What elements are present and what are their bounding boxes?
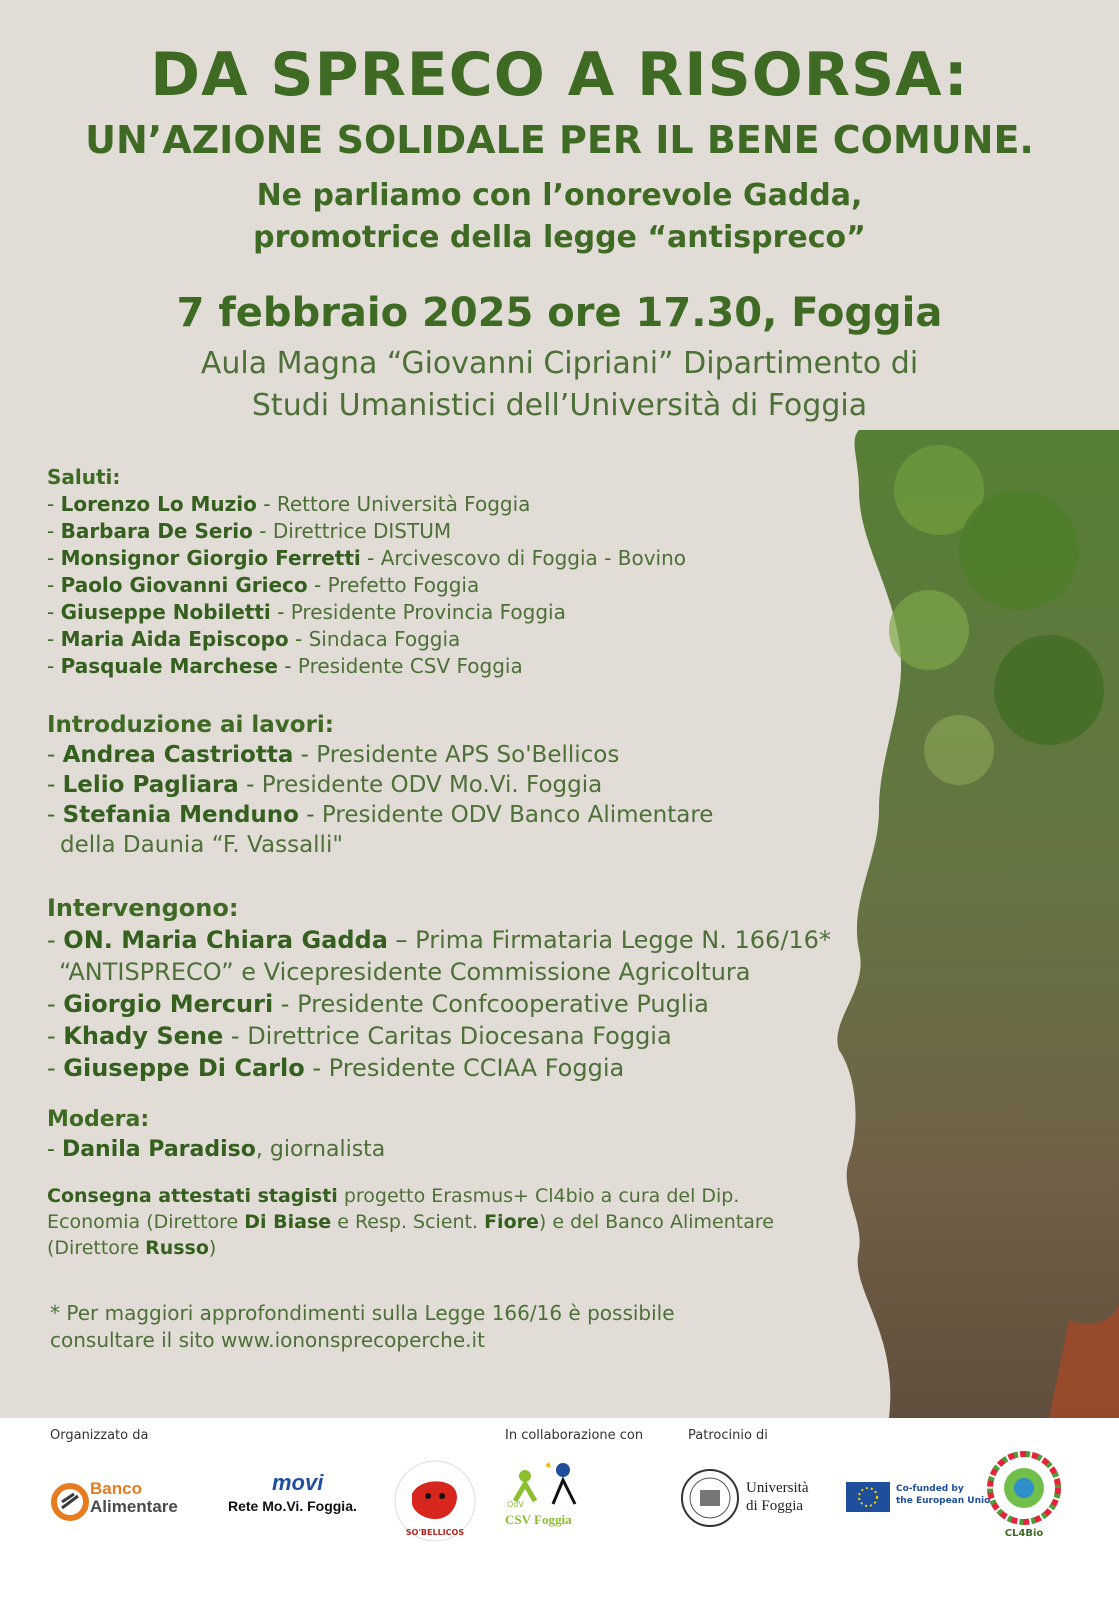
intervengono-item: - ON. Maria Chiara Gadda – Prima Firmataria Legge N. 166/16* [47,926,831,954]
csv-text: CSV Foggia [505,1512,572,1527]
movi-logo-top: movi [272,1470,324,1495]
consegna-bold: Fiore [484,1211,539,1233]
saluti-item: - Pasquale Marchese - Presidente CSV Foggia [47,654,523,678]
speaker-name: Stefania Menduno [62,802,299,828]
organizzato-label: Organizzato da [50,1428,149,1443]
main-title-line1: DA SPRECO A RISORSA: [150,40,969,110]
venue-line2: Studi Umanistici dell’Università di Foggia [251,388,868,423]
eu-flag-icon [846,1482,890,1512]
movi-logo [228,1470,378,1520]
speaker-name: Monsignor Giorgio Ferretti [60,546,361,570]
venue-line1: Aula Magna “Giovanni Cipriani” Dipartimento di [200,346,919,381]
introduzione-item: - Andrea Castriotta - Presidente APS So'Bellicos [47,742,620,768]
banco-alimentare-logo [50,1480,210,1526]
speaker-name: Khady Sene [63,1022,224,1050]
eu-text1: Co-funded by [896,1484,964,1494]
speaker-name: Lorenzo Lo Muzio [60,492,257,516]
cl4bio-logo [986,1450,1066,1550]
speaker-role-continuation: “ANTISPRECO” e Vicepresidente Commissione Agricoltura [59,958,751,986]
introduzione-heading: Introduzione ai lavori: [47,712,334,738]
speaker-role: Arcivescovo di Foggia - Bovino [380,546,686,570]
saluti-heading: Saluti: [47,465,121,489]
speaker-role: Presidente APS So'Bellicos [316,742,620,768]
sobellicos-logo [390,1456,480,1546]
speaker-role: Prima Firmataria Legge N. 166/16* [415,926,831,954]
introduzione-item: - Lelio Pagliara - Presidente ODV Mo.Vi. Foggia [47,772,603,798]
speaker-name: Paolo Giovanni Grieco [60,573,308,597]
speaker-role: Sindaca Foggia [308,627,461,651]
separator: - [273,990,298,1018]
speaker-name: Giorgio Mercuri [63,990,274,1018]
csv-foggia-logo [505,1456,595,1546]
footer-logos [0,1418,1119,1600]
event-date: 7 febbraio 2025 ore 17.30, Foggia [176,290,943,336]
banco-alimentare-icon [50,1482,90,1522]
unifg-text1: Università [746,1480,809,1496]
speaker-role: Presidente Confcooperative Puglia [297,990,709,1018]
unifg-text2: di Foggia [746,1498,804,1514]
saluti-section [47,464,686,680]
introduzione-item: - Stefania Menduno - Presidente ODV Banco Alimentare [47,802,714,828]
intervengono-item: - Khady Sene - Direttrice Caritas Diocesana Foggia [47,1022,672,1050]
subtitle-line2: promotrice della legge “antispreco” [253,220,866,255]
speaker-role: Direttrice DISTUM [272,519,452,543]
speaker-name: Pasquale Marchese [60,654,278,678]
speaker-name: Maria Aida Episcopo [60,627,289,651]
cl4bio-wheel-icon [986,1450,1062,1526]
saluti-item: - Monsignor Giorgio Ferretti - Arcivescovo di Foggia - Bovino [47,546,686,570]
modera-section [47,1105,385,1165]
saluti-item: - Maria Aida Episcopo - Sindaca Foggia [47,627,461,651]
consegna-bold: Russo [145,1237,209,1259]
saluti-item: - Barbara De Serio - Direttrice DISTUM [47,519,452,543]
speaker-role: Presidente CCIAA Foggia [328,1054,625,1082]
banco-logo-text2: Alimentare [90,1497,178,1516]
speaker-name: Danila Paradiso [61,1137,256,1162]
patrocinio-label: Patrocinio di [688,1428,768,1443]
collaborazione-label: In collaborazione con [505,1428,644,1443]
speaker-name: ON. Maria Chiara Gadda [63,926,388,954]
separator: - [304,1054,329,1082]
consegna-text: ) e del Banco Alimentare (Direttore [47,1211,774,1259]
footnote-line1: * Per maggiori approfondimenti sulla Legge 166/16 è possibile [50,1301,675,1325]
intervengono-item: - Giorgio Mercuri - Presidente Confcooperative Puglia [47,990,709,1018]
speaker-role: Presidente Provincia Foggia [290,600,566,624]
speaker-name: Barbara De Serio [60,519,253,543]
movi-logo-text: Rete Mo.Vi. Foggia. [228,1498,357,1514]
face-forest-illustration [819,430,1119,1418]
cl4bio-text: CL4Bio [1004,1528,1044,1539]
modera-item: - Danila Paradiso, giornalista [47,1137,386,1162]
introduzione-continuation [47,830,713,860]
speaker-role: Presidente ODV Banco Alimentare [321,802,714,828]
speaker-role: Presidente ODV Mo.Vi. Foggia [261,772,603,798]
saluti-item: - Giuseppe Nobiletti - Presidente Provincia Foggia [47,600,566,624]
speaker-role: Presidente CSV Foggia [297,654,523,678]
speaker-role: , giornalista [255,1137,386,1162]
speaker-role: Prefetto Foggia [327,573,480,597]
unifg-seal [680,1468,740,1528]
speaker-name: Lelio Pagliara [62,772,239,798]
eu-text2: the European Unio [896,1496,991,1506]
speaker-role-continuation: della Daunia “F. Vassalli" [60,832,343,858]
speaker-role: Direttrice Caritas Diocesana Foggia [247,1022,672,1050]
intervengono-section [47,892,831,1084]
saluti-item: - Lorenzo Lo Muzio - Rettore Università Foggia [47,492,531,516]
saluti-item: - Paolo Giovanni Grieco - Prefetto Foggia [47,573,480,597]
csv-small-text: OdV [507,1500,524,1509]
consegna-text: e Resp. Scient. [331,1211,485,1233]
main-title-line2: UN’AZIONE SOLIDALE PER IL BENE COMUNE. [85,118,1034,162]
consegna-bold: Di Biase [244,1211,332,1233]
eu-cofunded-logo [846,1482,991,1514]
speaker-name: Andrea Castriotta [62,742,294,768]
intervengono-continuation [47,956,831,988]
intervengono-heading: Intervengono: [47,894,239,922]
consegna-text: progetto Erasmus+ Cl4bio a cura del Dip. Economia (Direttore [47,1185,740,1233]
speaker-name: Giuseppe Nobiletti [60,600,271,624]
consegna-text: ) [208,1237,217,1259]
banco-logo-text1: Banco [90,1479,142,1498]
footnote-line2: consultare il sito www.iononsprecoperche.it [50,1328,485,1352]
introduzione-section [47,710,713,860]
intervengono-item: - Giuseppe Di Carlo - Presidente CCIAA Foggia [47,1054,625,1082]
speaker-role: Rettore Università Foggia [276,492,531,516]
consegna-bold: Consegna attestati stagisti [47,1185,338,1207]
separator: – [387,926,416,954]
modera-heading: Modera: [47,1107,150,1132]
separator: - [223,1022,248,1050]
sobellicos-text: SO'BELLICOS [405,1528,465,1537]
footnote [50,1300,770,1354]
speaker-name: Giuseppe Di Carlo [63,1054,305,1082]
consegna-paragraph [47,1183,827,1261]
unifg-logo [680,1468,830,1532]
subtitle-line1: Ne parliamo con l’onorevole Gadda, [256,178,863,213]
